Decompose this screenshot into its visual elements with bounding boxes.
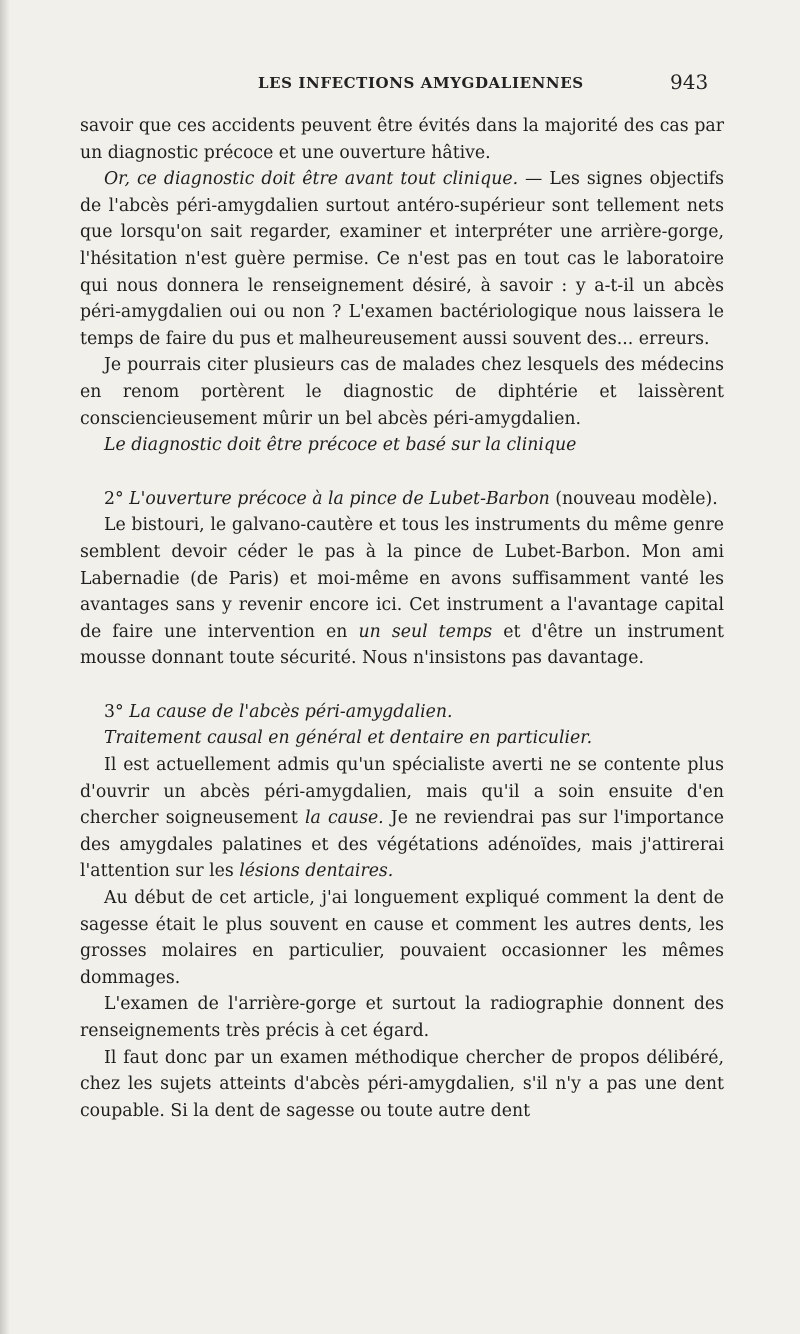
paragraph: [80, 512, 724, 672]
paragraph-text: — Les signes objectifs de l'abcès péri-amygdalien surtout antéro-supérieur sont tellement nets que lorsqu'on sait regarder, examiner et interpréter une arrière-gorge, l'hésitation n'est guère permise. Ce n'est pas en tout cas le laboratoire qui nous donnera le renseignement désiré, à savoir : y a-t-il un abcès péri-amygdalien oui ou non ? L'examen bactériologique nous laissera le temps de faire du pus et malheureusement aussi souvent des... erreurs.: [80, 169, 725, 349]
italic-text: la cause.: [305, 808, 384, 829]
paragraph-text: savoir que ces accidents peuvent être évités dans la majorité des cas par un diagnostic précoce et une ouverture hâtive.: [80, 116, 724, 163]
running-head-title: LES INFECTIONS AMYGDALIENNES: [258, 74, 584, 92]
section-spacer: [80, 459, 724, 486]
section-heading: [80, 699, 724, 726]
section-number: 3°: [104, 701, 130, 722]
page-number: 943: [670, 70, 709, 94]
paragraph: [80, 352, 724, 432]
italic-text: Le diagnostic doit être précoce et basé sur la clinique: [104, 435, 577, 456]
section-title-suffix: (nouveau modèle).: [549, 488, 718, 509]
section-title: L'ouverture précoce à la pince de Lubet-Barbon: [129, 488, 550, 509]
paragraph: [80, 991, 724, 1044]
section-subtitle: Traitement causal en général et dentaire en particulier.: [104, 728, 593, 749]
section-heading: [80, 486, 724, 513]
paragraph-text: Je ne reviendrai pas sur l'importance des amygdales palatines et des végétations adénoïdes, mais j'attirerai l'attention sur les: [80, 808, 724, 882]
paragraph-text: et d'être un instrument mousse donnant toute sécurité. Nous n'insistons pas davantage.: [80, 621, 724, 669]
paragraph: [80, 752, 724, 885]
paragraph-text: Il est actuellement admis qu'un spécialiste averti ne se contente plus d'ouvrir un abcès péri-amygdalien, mais qu'il a soin ensuite d'en chercher soigneusement: [80, 755, 724, 829]
paragraph: [80, 166, 724, 352]
paragraph: [80, 1045, 724, 1125]
paragraph: [80, 113, 724, 166]
body-text: [80, 113, 724, 1124]
section-number: 2°: [104, 488, 130, 509]
section-subheading: [80, 725, 724, 752]
italic-text: lésions dentaires.: [239, 861, 394, 882]
section-title: La cause de l'abcès péri-amygdalien.: [129, 701, 453, 722]
paragraph-text: Il faut donc par un examen méthodique chercher de propos délibéré, chez les sujets atteints d'abcès péri-amygdalien, s'il n'y a pas une dent coupable. Si la dent de sagesse ou toute autre dent: [80, 1047, 724, 1121]
running-head: [0, 70, 800, 100]
page-gutter-shadow: [0, 0, 10, 1334]
paragraph: [80, 432, 724, 459]
paragraph-text: Je pourrais citer plusieurs cas de malades chez lesquels des médecins en renom portèrent le diagnostic de diphtérie et laissèrent consciencieusement mûrir un bel abcès péri-amygdalien.: [80, 355, 724, 429]
italic-text: Or, ce diagnostic doit être avant tout clinique.: [104, 169, 519, 190]
paragraph-text: Au début de cet article, j'ai longuement expliqué comment la dent de sagesse était le plus souvent en cause et comment les autres dents, les grosses molaires en particulier, pouvaient occasionner les mêmes dommages.: [80, 888, 724, 988]
paragraph-text: Le bistouri, le galvano-cautère et tous les instruments du même genre semblent devoir céder le pas à la pince de Lubet-Barbon. Mon ami Labernadie (de Paris) et moi-même en avons suffisamment vanté les avantages sans y revenir encore ici. Cet instrument a l'avantage capital de faire une intervention en: [80, 515, 724, 642]
paragraph-text: L'examen de l'arrière-gorge et surtout la radiographie donnent des renseignements très précis à cet égard.: [80, 994, 724, 1041]
section-spacer: [80, 672, 724, 699]
italic-text: un seul temps: [358, 621, 493, 642]
paragraph: [80, 885, 724, 991]
